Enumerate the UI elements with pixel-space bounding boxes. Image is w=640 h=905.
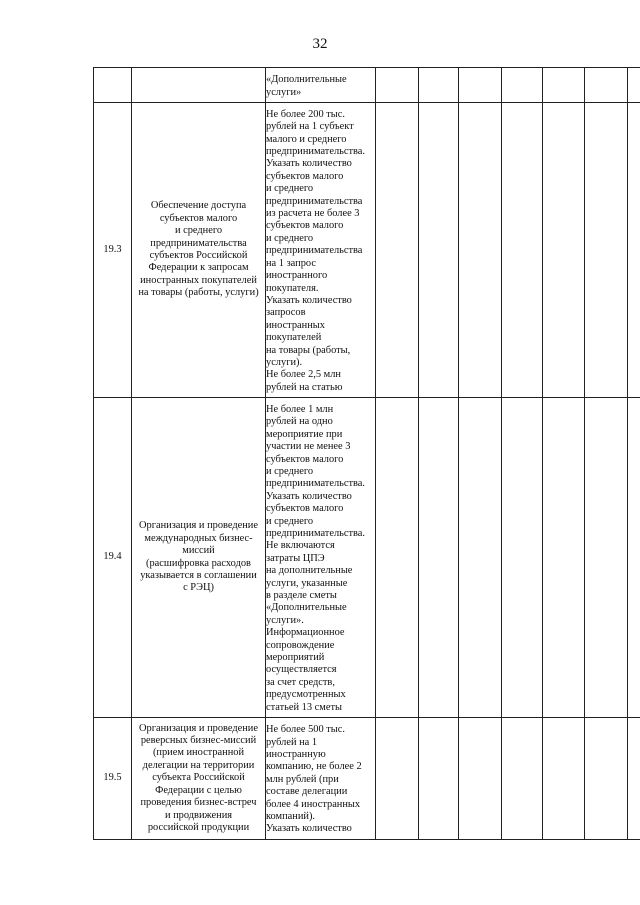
- row-conditions: [266, 68, 376, 103]
- condition-line: Не более 2,5 млн: [266, 369, 341, 381]
- condition-line: услуги»: [266, 86, 302, 98]
- empty-cell: [419, 68, 459, 103]
- name-line: (прием иностранной: [152, 747, 245, 759]
- empty-cell: [628, 68, 640, 103]
- condition-line: иностранного: [266, 270, 328, 282]
- name-line: и продвижения: [164, 809, 233, 821]
- name-line: и среднего: [174, 225, 223, 237]
- row-number: 19.5: [94, 718, 132, 840]
- name-line: на товары (работы, услуги): [138, 287, 259, 299]
- condition-line: субъектов малого: [266, 503, 344, 515]
- name-line: проведения бизнес-встреч: [140, 797, 257, 809]
- row-number: 19.4: [94, 398, 132, 718]
- condition-line: Не более 1 млн: [266, 403, 334, 415]
- condition-line: за счет средств,: [266, 676, 335, 688]
- empty-cell: [376, 103, 419, 398]
- condition-line: предпринимательства.: [266, 146, 366, 158]
- empty-cell: [502, 398, 543, 718]
- row-number: [94, 68, 132, 103]
- empty-cell: [502, 68, 543, 103]
- condition-line: рублей на 1: [266, 736, 318, 748]
- row-conditions: [266, 398, 376, 718]
- condition-line: и среднего: [266, 515, 314, 527]
- empty-cell: [376, 68, 419, 103]
- condition-line: из расчета не более 3: [266, 208, 360, 220]
- empty-cell: [376, 398, 419, 718]
- name-line: предпринимательства: [150, 237, 247, 249]
- empty-cell: [543, 103, 585, 398]
- condition-line: рублей на одно: [266, 416, 333, 428]
- condition-line: предусмотренных: [266, 689, 346, 701]
- empty-cell: [585, 718, 628, 840]
- name-line: субъектов Российской: [149, 250, 248, 261]
- name-line: Федерации с целью: [155, 784, 242, 796]
- page-number: 32: [312, 36, 328, 52]
- condition-line: предпринимательства.: [266, 478, 366, 490]
- condition-line: более 4 иностранных: [266, 798, 361, 810]
- condition-line: покупателя.: [266, 282, 319, 294]
- condition-line: участии не менее 3: [266, 441, 351, 453]
- name-line: международных бизнес-: [144, 532, 253, 544]
- name-line: делегации на территории: [142, 759, 255, 771]
- condition-line: компанию, не более 2: [266, 761, 362, 773]
- empty-cell: [585, 68, 628, 103]
- condition-line: статьей 13 сметы: [266, 701, 342, 713]
- condition-line: компаний).: [266, 811, 316, 823]
- name-line: субъекта Российской: [152, 772, 245, 784]
- table-body: [94, 68, 640, 840]
- condition-line: мероприятий: [266, 652, 325, 664]
- row-conditions: [266, 718, 376, 840]
- empty-cell: [419, 398, 459, 718]
- empty-cell: [419, 103, 459, 398]
- condition-line: запросов: [266, 307, 306, 319]
- condition-line: предпринимательства.: [266, 527, 366, 539]
- empty-cell: [543, 718, 585, 840]
- empty-cell: [628, 103, 640, 398]
- condition-line: мероприятие при: [266, 428, 343, 440]
- condition-line: малого и среднего: [266, 133, 347, 145]
- condition-line: услуги, указанные: [266, 577, 348, 589]
- name-line: Обеспечение доступа: [150, 200, 247, 212]
- condition-line: Не более 200 тыс.: [266, 108, 345, 120]
- empty-cell: [419, 718, 459, 840]
- condition-line: услуги).: [266, 356, 303, 368]
- empty-cell: [628, 398, 640, 718]
- condition-line: в разделе сметы: [266, 590, 337, 602]
- name-line: с РЭЦ): [183, 582, 214, 594]
- condition-line: Не включаются: [266, 540, 335, 552]
- condition-line: субъектов малого: [266, 170, 344, 182]
- row-name: [132, 68, 266, 103]
- condition-line: предпринимательства: [266, 195, 363, 207]
- empty-cell: [376, 718, 419, 840]
- condition-line: на дополнительные: [266, 565, 353, 577]
- row-number: 19.3: [94, 103, 132, 398]
- empty-cell: [585, 103, 628, 398]
- name-line: указывается в соглашении: [140, 569, 257, 581]
- row-conditions: [266, 103, 376, 398]
- name-line: Организация и проведение: [139, 520, 258, 532]
- table-row: [94, 718, 640, 840]
- condition-line: услуги».: [266, 614, 304, 626]
- condition-line: субъектов малого: [266, 453, 344, 465]
- empty-cell: [459, 718, 502, 840]
- condition-line: Указать количество: [266, 823, 352, 835]
- name-line: Федерации к запросам: [148, 262, 249, 274]
- condition-line: осуществляется: [266, 664, 337, 676]
- table-row: [94, 68, 640, 103]
- condition-line: Информационное: [266, 627, 345, 639]
- empty-cell: [628, 718, 640, 840]
- name-line: иностранных покупателей: [140, 274, 257, 286]
- condition-line: и среднего: [266, 232, 314, 244]
- condition-line: на товары (работы,: [266, 344, 351, 356]
- condition-line: иностранных: [266, 319, 325, 331]
- condition-line: субъектов малого: [266, 220, 344, 232]
- row-name: [132, 398, 266, 718]
- empty-cell: [585, 398, 628, 718]
- row-name: [132, 103, 266, 398]
- expense-table: [93, 67, 640, 840]
- name-line: (расшифровка расходов: [146, 557, 251, 569]
- name-line: российской продукции: [147, 821, 250, 833]
- empty-cell: [459, 103, 502, 398]
- condition-line: Указать количество: [266, 490, 352, 502]
- empty-cell: [502, 718, 543, 840]
- table-row: [94, 398, 640, 718]
- condition-line: иностранную: [266, 748, 326, 760]
- row-name: [132, 718, 266, 840]
- name-line: миссий: [182, 545, 215, 557]
- name-line: субъектов малого: [159, 212, 238, 224]
- condition-line: «Дополнительные: [266, 74, 347, 86]
- table-row: [94, 103, 640, 398]
- condition-line: затраты ЦПЭ: [266, 552, 325, 564]
- empty-cell: [502, 103, 543, 398]
- condition-line: Не более 500 тыс.: [266, 724, 345, 736]
- condition-line: и среднего: [266, 465, 314, 477]
- name-line: Организация и проведение: [139, 722, 258, 734]
- condition-line: покупателей: [266, 332, 322, 344]
- condition-line: млн рублей (при: [266, 773, 339, 785]
- empty-cell: [459, 68, 502, 103]
- empty-cell: [459, 398, 502, 718]
- condition-line: Указать количество: [266, 294, 352, 306]
- condition-line: составе делегации: [266, 786, 348, 798]
- name-line: реверсных бизнес-миссий: [140, 735, 257, 747]
- condition-line: рублей на статью: [266, 381, 343, 393]
- condition-line: и среднего: [266, 183, 314, 195]
- condition-line: рублей на 1 субъект: [266, 121, 354, 133]
- condition-line: на 1 запрос: [266, 257, 316, 269]
- condition-line: «Дополнительные: [266, 602, 347, 614]
- empty-cell: [543, 398, 585, 718]
- condition-line: предпринимательства: [266, 245, 363, 257]
- condition-line: Указать количество: [266, 158, 352, 170]
- condition-line: сопровождение: [266, 639, 335, 651]
- empty-cell: [543, 68, 585, 103]
